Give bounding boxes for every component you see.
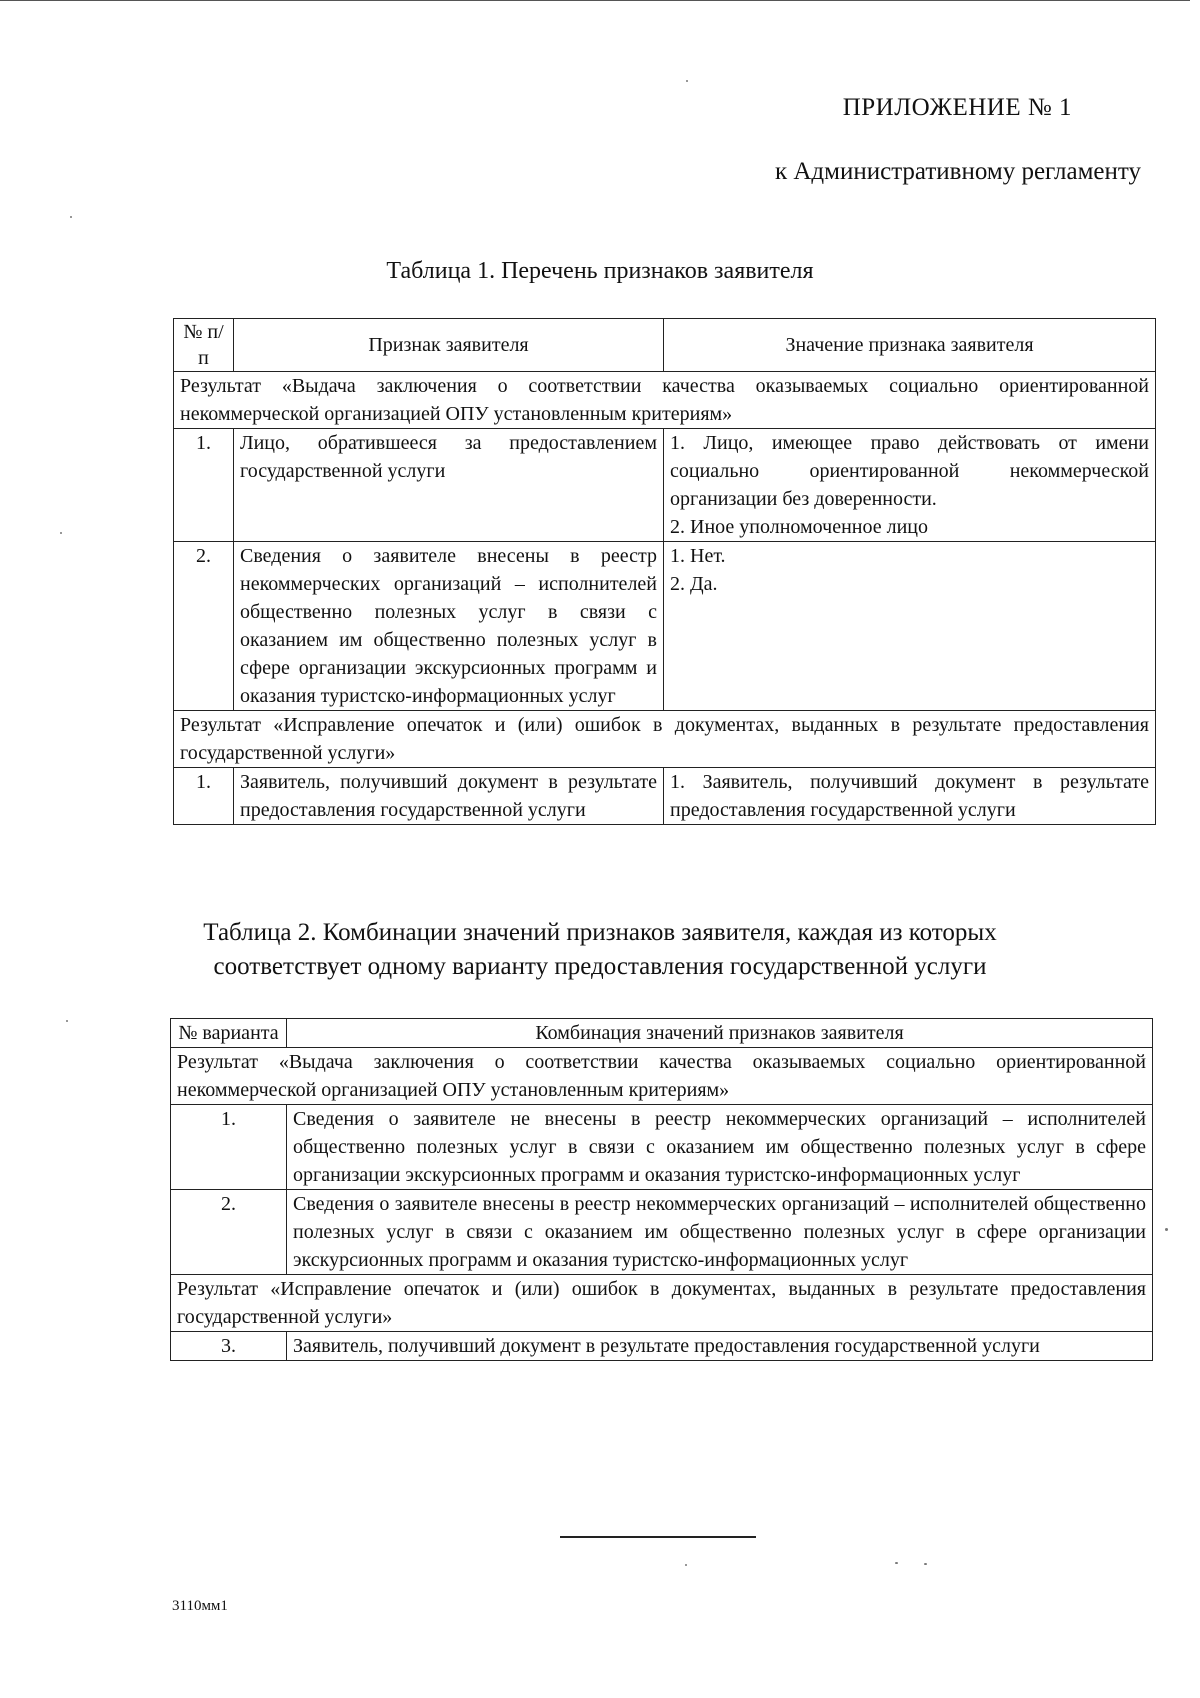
result-section-row	[171, 1275, 1153, 1332]
table-row	[174, 768, 1156, 825]
scan-speck	[686, 80, 688, 82]
result-section-title: Результат «Выдача заключения о соответствии качества оказываемых социально ориентированной некоммерческой организацией ОПУ установленным критериям»	[171, 1048, 1153, 1105]
row-attribute: Лицо, обратившееся за предоставлением государственной услуги	[234, 429, 664, 542]
result-section-row	[174, 372, 1156, 429]
footer-divider	[560, 1536, 756, 1538]
value-item: 1. Заявитель, получивший документ в результате предоставления государственной услуги	[670, 771, 1149, 821]
appendix-subtitle: к Административному регламенту	[774, 158, 1141, 185]
scan-speck	[895, 1562, 898, 1564]
scan-speck	[70, 216, 72, 218]
row-attribute: Заявитель, получивший документ в результате предоставления государственной услуги	[234, 768, 664, 825]
document-code: 3110мм1	[172, 1598, 228, 1614]
variant-combination: Сведения о заявителе внесены в реестр некоммерческих организаций – исполнителей общественно полезных услуг в связи с оказанием им общественно полезных услуг в сфере организации экскурсионных программ и оказания туристско-информационных услуг	[287, 1190, 1153, 1275]
value-item: 2. Да.	[670, 573, 718, 595]
result-section-row	[171, 1048, 1153, 1105]
table-row	[171, 1190, 1153, 1275]
result-section-title: Результат «Выдача заключения о соответствии качества оказываемых социально ориентированной некоммерческой организацией ОПУ установленным критериям»	[174, 372, 1156, 429]
table-header-row	[174, 319, 1156, 372]
attribute-combinations-table	[170, 1018, 1153, 1361]
scan-speck	[924, 1563, 927, 1565]
value-item: 1. Нет.	[670, 545, 726, 567]
variant-number: 1.	[171, 1105, 287, 1190]
row-number: 1.	[174, 429, 234, 542]
scan-top-edge	[0, 0, 1190, 1]
table-header-row	[171, 1019, 1153, 1048]
row-values	[664, 542, 1156, 711]
scan-speck	[1165, 1228, 1168, 1231]
header-value: Значение признака заявителя	[664, 319, 1156, 372]
scan-speck	[685, 1564, 687, 1566]
table-row	[174, 542, 1156, 711]
result-section-title: Результат «Исправление опечаток и (или) ошибок в документах, выданных в результате предоставления государственной услуги»	[171, 1275, 1153, 1332]
variant-number: 2.	[171, 1190, 287, 1275]
table1-caption: Таблица 1. Перечень признаков заявителя	[386, 258, 814, 284]
row-values	[664, 768, 1156, 825]
table-row	[171, 1332, 1153, 1361]
header-combination: Комбинация значений признаков заявителя	[287, 1019, 1153, 1048]
variant-combination: Заявитель, получивший документ в результате предоставления государственной услуги	[287, 1332, 1153, 1361]
scan-speck	[66, 1020, 68, 1022]
variant-combination: Сведения о заявителе не внесены в реестр некоммерческих организаций – исполнителей общественно полезных услуг в связи с оказанием им общественно полезных услуг в сфере организации экскурсионных программ и оказания туристско-информационных услуг	[287, 1105, 1153, 1190]
header-variant-number: № варианта	[171, 1019, 287, 1048]
applicant-attributes-table	[173, 318, 1156, 825]
table2-caption-line: соответствует одному варианту предоставления государственной услуги	[213, 953, 987, 980]
header-attribute: Признак заявителя	[234, 319, 664, 372]
value-item: 1. Лицо, имеющее право действовать от имени социально ориентированной некоммерческой организации без доверенности.	[670, 432, 1149, 510]
table2-caption-line: Таблица 2. Комбинации значений признаков заявителя, каждая из которых	[203, 919, 997, 946]
scan-speck	[60, 532, 62, 534]
result-section-row	[174, 711, 1156, 768]
row-attribute: Сведения о заявителе внесены в реестр некоммерческих организаций – исполнителей общественно полезных услуг в связи с оказанием им общественно полезных услуг в сфере организации экскурсионных программ и оказания туристско-информационных услуг	[234, 542, 664, 711]
table2-caption	[120, 916, 1080, 984]
result-section-title: Результат «Исправление опечаток и (или) ошибок в документах, выданных в результате предоставления государственной услуги»	[174, 711, 1156, 768]
variant-number: 3.	[171, 1332, 287, 1361]
row-number: 2.	[174, 542, 234, 711]
table-row	[174, 429, 1156, 542]
appendix-title: ПРИЛОЖЕНИЕ № 1	[842, 94, 1072, 121]
value-item: 2. Иное уполномоченное лицо	[670, 516, 928, 538]
header-number: № п/п	[174, 319, 234, 372]
table-row	[171, 1105, 1153, 1190]
row-values	[664, 429, 1156, 542]
row-number: 1.	[174, 768, 234, 825]
